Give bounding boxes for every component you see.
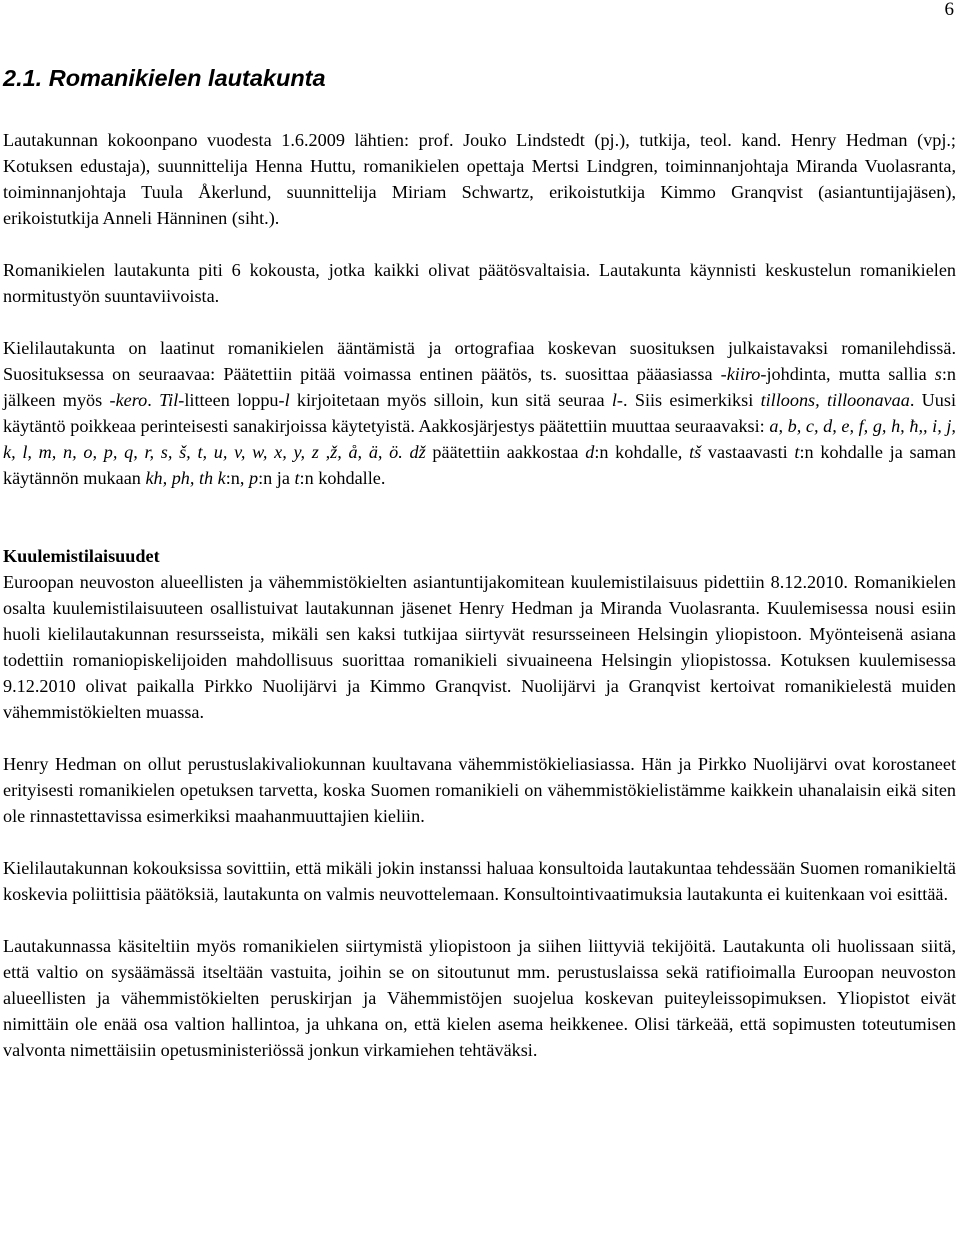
italic-term: t: [794, 442, 800, 462]
italic-term: tš: [689, 442, 702, 462]
text-run: . Uusi käytäntö poikkeaa perinteisesti sanakirjoissa käytetyistä. Aakkosjärjestys päätettiin muuttaa seuraavaksi:: [3, 390, 957, 436]
italic-term: kh, ph, th k: [145, 468, 226, 488]
composition-paragraph: Lautakunnan kokoonpano vuodesta 1.6.2009 lähtien: prof. Jouko Lindstedt (pj.), tutkija, teol. kand. Henry Hedman (vpj.; Kotuksen edustaja), suunnittelija Henna Huttu, romanikielen opettaja Mertsi Lindgren, toiminnanjohtaja Miranda Vuolasranta, toiminnanjohtaja Tuula Åkerlund, suunnittelija Miriam Schwartz, erikoistutkija Kimmo Granqvist (asiantuntijajäsen), erikoistutkija Anneli Hänninen (siht.).: [3, 130, 956, 228]
italic-term: kiiro: [726, 364, 761, 384]
orthography-paragraph: [3, 335, 956, 491]
italic-term: l-: [611, 390, 623, 410]
text-run: vastaavasti: [701, 442, 795, 462]
page-number: 6: [944, 0, 954, 20]
text-run: Kielilautakunta on laatinut romanikielen ääntämistä ja ortografiaa koskevan suosituksen julkaistavaksi romanilehdissä. Suosituksessa on seuraavaa: Päätettiin pitää voimassa entinen päätös, ts. suosittaa pääasiassa -: [3, 338, 956, 384]
text-run: :n kohdalle.: [299, 468, 386, 488]
text-run: -johdinta, mutta sallia: [760, 364, 935, 384]
italic-term: d: [585, 442, 595, 462]
italic-term: Til: [159, 390, 179, 410]
text-run: -litteen loppu-: [178, 390, 285, 410]
italic-term: p: [249, 468, 259, 488]
text-run: :n,: [225, 468, 249, 488]
alphabet-list: a, b, c, d, e, f, g, h, ħ,, i, j, k, l, m, n, o, p, q, r, s, š, t, u, v, w, x, y, z ,ž, å, ä, ö. dž: [3, 416, 956, 462]
hearing-heading: Kuulemistilaisuudet: [3, 546, 160, 566]
italic-term: s: [934, 364, 942, 384]
italic-term: kero: [115, 390, 148, 410]
university-paragraph: Lautakunnassa käsiteltiin myös romanikielen siirtymistä yliopistoon ja siihen liittyviä tekijöitä. Lautakunta oli huolissaan siitä, että valtio on sysäämässä itseltään vastuita, joihin se on sitoutunut mm. perustuslaissa sekä ratifioimalla Euroopan neuvoston alueellisten ja vähemmistökielten peruskirjan ja Vähemmistöjen suojelua koskevan puiteyleissopimuksen. Yliopistot eivät nimittäin ole enää osa valtion hallintoa, ja uhkana on, että kielen asema heikkenee. Olisi tärkeää, että sopimusten toteutumisen valvonta nimettäisiin opetusministeriössä jonkun virkamiehen tehtäväksi.: [3, 936, 956, 1060]
text-run: . Siis esimerkiksi: [623, 390, 761, 410]
hearing-paragraph: Euroopan neuvoston alueellisten ja vähemmistökielten asiantuntijakomitean kuulemistilaisuus pidettiin 8.12.2010. Romanikielen osalta kuulemistilaisuuteen osallistuivat lautakunnan jäsenet Henry Hedman ja Miranda Vuolasranta. Kuulemisessa nousi esiin huoli kielilautakunnan resursseista, mikäli sen kaksi tutkijaa siirtyvät resursseineen Helsingin yliopistoon. Myönteisenä asiana todettiin romaniopiskelijoiden mahdollisuus suorittaa romanikieli sivuaineena Helsingin yliopistossa. Kotuksen kuulemisessa 9.12.2010 olivat paikalla Pirkko Nuolijärvi ja Kimmo Granqvist. Nuolijärvi ja Granqvist kertoivat romanikielestä muiden vähemmistökielten muassa.: [3, 572, 956, 722]
italic-term: tilloons, tilloonavaa: [760, 390, 910, 410]
text-run: :n ja: [258, 468, 295, 488]
consultation-paragraph: Kielilautakunnan kokouksissa sovittiin, että mikäli jokin instanssi haluaa konsultoida lautakuntaa tehdessään Suomen romanikieltä koskevia poliittisia päätöksiä, lautakunta on valmis neuvottelemaan. Konsultointivaatimuksia lautakunta ei kuitenkaan voi esittää.: [3, 858, 956, 904]
text-run: :n kohdalle ja saman käytännön mukaan: [3, 442, 956, 488]
constitution-paragraph: Henry Hedman on ollut perustuslakivaliokunnan kuultavana vähemmistökieliasiassa. Hän ja Pirkko Nuolijärvi ovat korostaneet erityisesti romanikielen opetuksen tarvetta, koska Suomen romanikieli on vähemmistökielistämme kaikkein uhanalaisin eikä siten ole rinnastettavissa esimerkiksi maahanmuuttajien kieliin.: [3, 754, 956, 826]
text-run: :n kohdalle,: [594, 442, 690, 462]
meetings-paragraph: Romanikielen lautakunta piti 6 kokousta, jotka kaikki olivat päätösvaltaisia. Lautakunta käynnisti keskustelun romanikielen normitustyön suuntaviivoista.: [3, 260, 956, 306]
italic-term: t: [294, 468, 300, 488]
text-run: kirjoitetaan myös silloin, kun sitä seuraa: [289, 390, 612, 410]
document-body: [3, 127, 956, 1063]
italic-term: l: [284, 390, 290, 410]
section-heading: 2.1. Romanikielen lautakunta: [3, 65, 326, 91]
text-run: :n jälkeen myös -: [3, 364, 956, 410]
text-run: päätettiin aakkostaa: [425, 442, 586, 462]
text-run: .: [147, 390, 160, 410]
